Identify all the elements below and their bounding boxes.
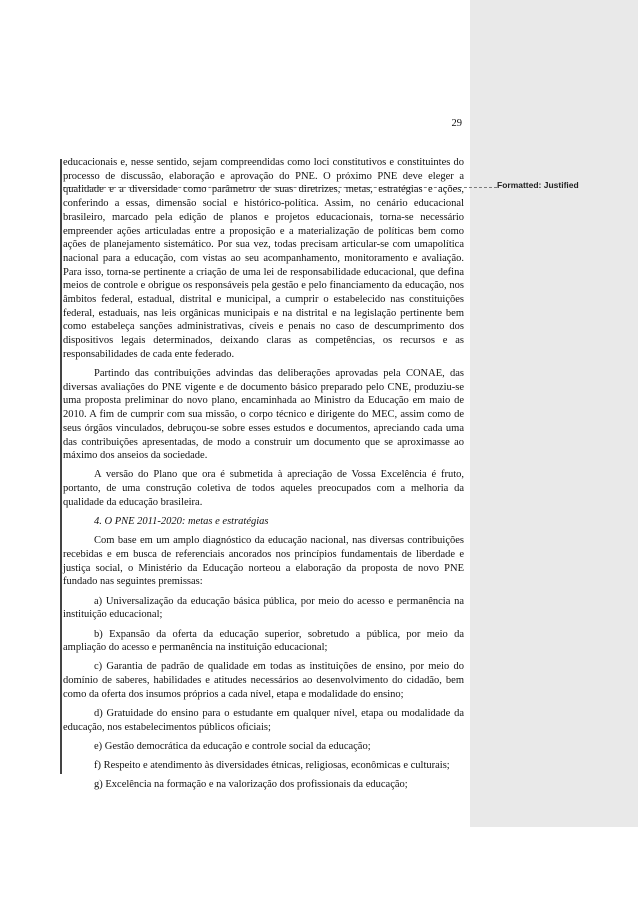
page-number: 29 [451,118,462,129]
list-item-d: d) Gratuidade do ensino para o estudante em qualquer nível, etapa ou modalidade da educação, nos estabelecimentos públicos oficiais; [63,708,464,733]
paragraph-versao-plano: A versão do Plano que ora é submetida à apreciação de Vossa Excelência é fruto, portanto, de uma construção coletiva de todos aqueles preocupados com a melhoria da qualidade da educação brasileira. [63,469,464,508]
body-text [63,156,464,798]
paragraph-continuation: educacionais e, nesse sentido, sejam compreendidas como loci constitutivos e constituintes do processo de discussão, elaboração e aprovação do PNE. O próximo PNE deve eleger a qualidade e a diversidade como parâmetro de suas diretrizes, metas, estratégias e ações, conferindo a essas, dimensão social e histórico-política. Assim, no cenário educacional brasileiro, marcado pela edição de planos e projetos educacionais, torna-se necessário empreender ações articuladas entre a proposição e a materialização de políticas bem como ações de planejamento sistemático. Por sua vez, todas precisam articular-se com umapolítica nacional para a educação, com vistas ao seu acompanhamento, monitoramento e avaliação. Para isso, torna-se pertinente a criação de uma lei de responsabilidade educacional, que defina meios de controle e obrigue os responsáveis pela gestão e pelo financiamento da educação, nos âmbitos federal, estadual, distrital e municipal, a cumprir o estabelecido nas constituições federal, estaduais, nas leis orgânicas municipais e na distrital e na legislação pertinente bem como estabeleça sanções administrativas, cíveis e penais no caso de descumprimento dos dispositivos legais determinados, deixando claras as competências, os recursos e as responsabilidades de cada ente federado. [63,157,464,360]
paragraph-premissas-intro: Com base em um amplo diagnóstico da educação nacional, nas diversas contribuições recebidas e em busca de referenciais ancorados nos princípios fundamentais de liberdade e justiça social, o Ministério da Educação norteou a elaboração da proposta de novo PNE fundado nas seguintes premissas: [63,535,464,588]
section-heading: 4. O PNE 2011-2020: metas e estratégias [94,516,269,528]
comment-balloon-label[interactable]: Formatted: Justified [497,180,579,190]
comment-sidebar [470,0,638,827]
list-item-a: a) Universalização da educação básica pública, por meio do acesso e permanência na instituição educacional; [63,595,464,621]
list-item-b: b) Expansão da oferta da educação superior, sobretudo a pública, por meio da ampliação do acesso e permanência na instituição educacional; [63,628,464,654]
list-item-g: g) Excelência na formação e na valorização dos profissionais da educação; [94,779,408,791]
list-item-c: c) Garantia de padrão de qualidade em todas as instituições de ensino, por meio do domínio de saberes, habilidades e atitudes necessários ao desenvolvimento do cidadão, bem como da oferta dos insumos próprios a cada nível, etapa e modalidade do ensino; [63,661,464,700]
list-item-e: e) Gestão democrática da educação e controle social da educação; [94,740,371,752]
list-item-f: f) Respeito e atendimento às diversidades étnicas, religiosas, econômicas e culturais; [94,760,450,772]
change-bar [60,159,62,774]
paragraph-conae: Partindo das contribuições advindas das deliberações aprovadas pela CONAE, das diversas avaliações do PNE vigente e de documento básico preparado pelo CNE, produziu-se uma proposta preliminar do novo plano, encaminhada ao Ministro da Educação em maio de 2010. A fim de cumprir com sua missão, o corpo técnico e dirigente do MEC, assim como de seus órgãos vinculados, debruçou-se sobre esses estudos e documentos, apreciando cada uma das contribuições apresentadas, de modo a construir um documento que se aproximasse ao máximo dos anseios da sociedade. [63,368,464,462]
